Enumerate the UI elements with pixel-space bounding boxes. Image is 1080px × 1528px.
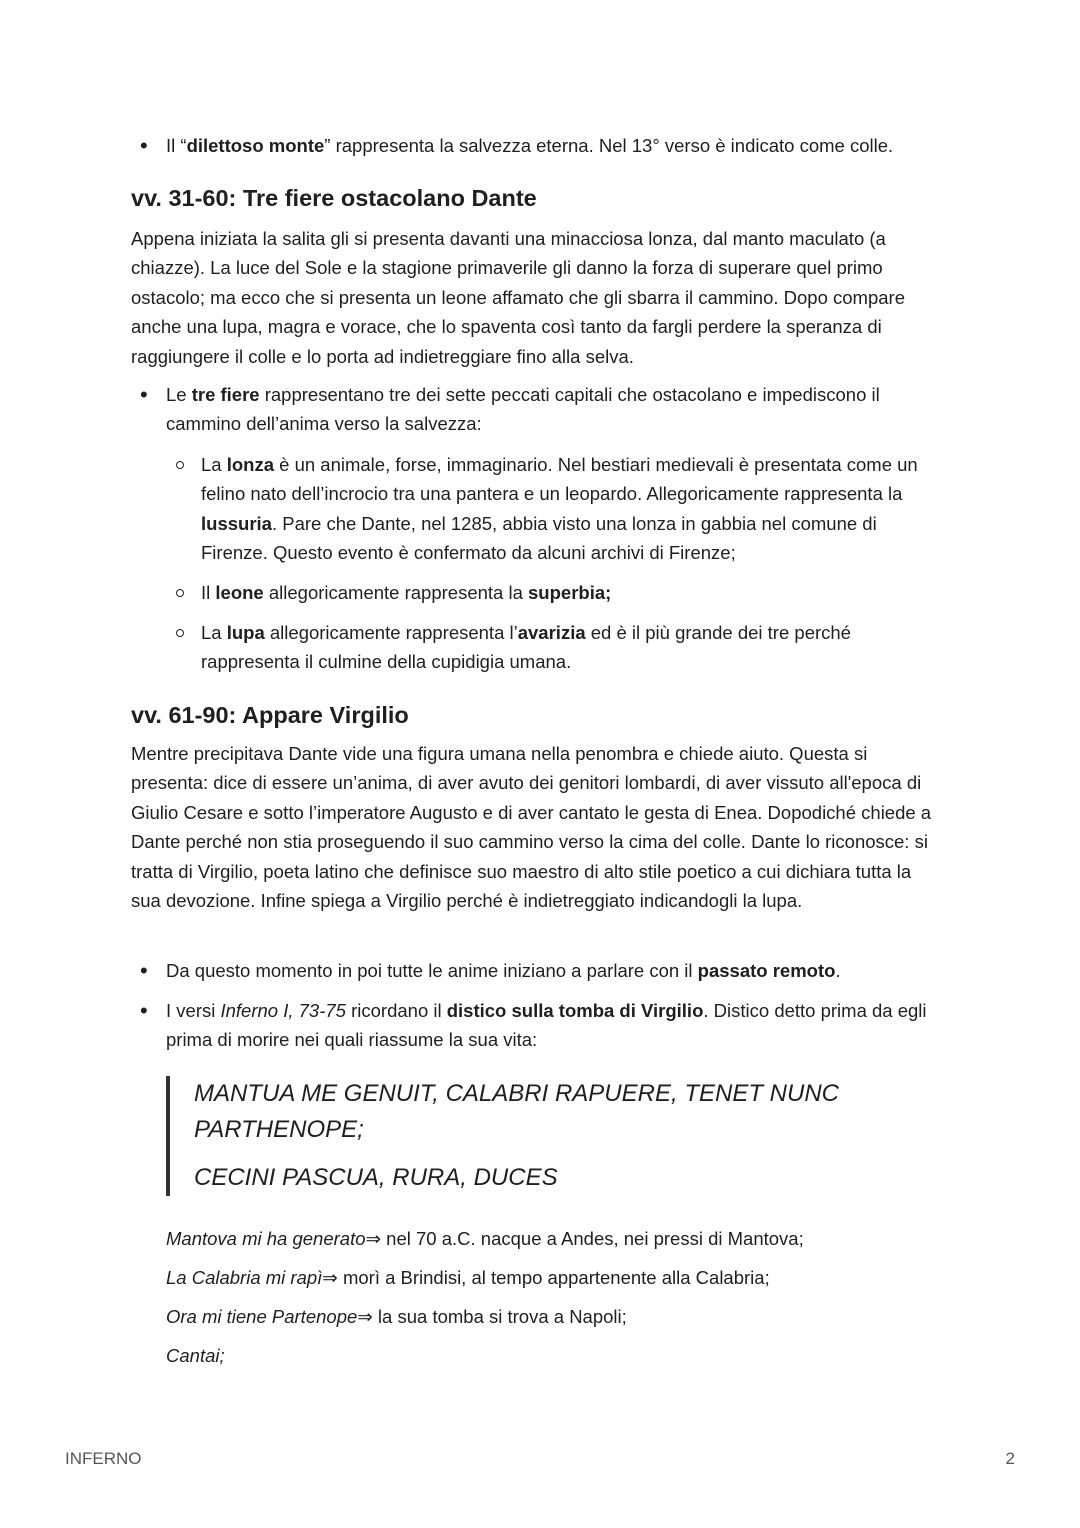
bullet-distico: • I versi Inferno I, 73-75 ricordano il distico sulla tomba di Virgilio. Distico detto prima da egli prima di morire nei quali riassume la sua vita: [131,996,946,1055]
sub-bullet-leone: Il leone allegoricamente rappresenta la superbia; [166,578,946,607]
page-number: 2 [1005,1449,1015,1468]
bullet-passato-remoto: • Da questo momento in poi tutte le anime iniziano a parlare con il passato remoto. [131,956,946,985]
translation-line-2: La Calabria mi rapì⇒ morì a Brindisi, al tempo appartenente alla Calabria; [166,1267,770,1288]
bullet-dilettoso-monte: • Il “dilettoso monte” rappresenta la salvezza eterna. Nel 13° verso è indicato come colle. [131,131,946,160]
translation-line-1: Mantova mi ha generato⇒ nel 70 a.C. nacque a Andes, nei pressi di Mantova; [166,1228,804,1249]
section-heading-virgilio: vv. 61-90: Appare Virgilio [131,702,409,728]
sub-bullet-lonza: La lonza è un animale, forse, immaginario. Nel bestiari medievali è presentata come un felino nato dell’incrocio tra una pantera e un leopardo. Allegoricamente rappresenta la lussuria. Pare che Dante, nel 1285, abbia visto una lonza in gabbia nel comune di Firenze. Questo evento è confermato da alcuni archivi di Firenze; [166,450,946,568]
blockquote-epitaph [166,1076,866,1196]
quote-line-2: CECINI PASCUA, RURA, DUCES [194,1164,558,1191]
bullet-tre-fiere: • Le tre fiere rappresentano tre dei sette peccati capitali che ostacolano e impediscono il cammino dell’anima verso la salvezza: [131,380,946,439]
translation-line-3: Ora mi tiene Partenope⇒ la sua tomba si trova a Napoli; [166,1306,627,1327]
footer-title: INFERNO [65,1449,142,1468]
translation-line-4: Cantai; [166,1345,225,1366]
section-paragraph-tre-fiere: Appena iniziata la salita gli si presenta davanti una minacciosa lonza, dal manto maculato (a chiazze). La luce del Sole e la stagione primaverile gli danno la forza di superare quel primo ostacolo; ma ecco che si presenta un leone affamato che gli sbarra il cammino. Dopo compare anche una lupa, magra e vorace, che lo spaventa così tanto da fargli perdere la speranza di raggiungere il colle e lo porta ad indietreggiare fino alla selva. [131,228,905,367]
section-heading-tre-fiere: vv. 31-60: Tre fiere ostacolano Dante [131,185,537,211]
sub-bullet-lupa: La lupa allegoricamente rappresenta l’avarizia ed è il più grande dei tre perché rappresenta il culmine della cupidigia umana. [166,618,946,677]
quote-line-1: MANTUA ME GENUIT, CALABRI RAPUERE, TENET NUNC PARTHENOPE; [194,1080,839,1143]
section-paragraph-virgilio: Mentre precipitava Dante vide una figura umana nella penombra e chiede aiuto. Questa si presenta: dice di essere un’anima, di aver avuto dei genitori lombardi, di aver vissuto all'epoca di Giulio Cesare e sotto l’imperatore Augusto e di aver cantato le gesta di Enea. Dopodiché chiede a Dante perché non stia proseguendo il suo cammino verso la cima del colle. Dante lo riconosce: si tratta di Virgilio, poeta latino che definisce suo maestro di alto stile poetico a cui dichiara tutta la sua devozione. Infine spiega a Virgilio perché è indietreggiato indicandogli la lupa. [131,743,932,912]
